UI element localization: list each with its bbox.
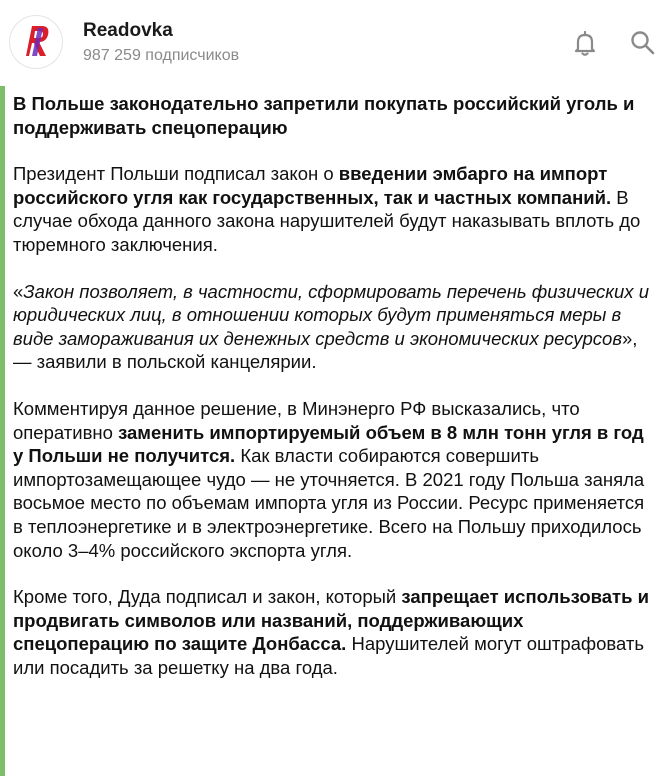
post-text: В случае обхода данного закона нарушителей будут наказывать вплоть до тюремного заключения. <box>13 186 641 255</box>
post-paragraph <box>13 162 651 256</box>
readovka-logo-icon <box>10 16 62 68</box>
post-bold-text: запрещает использовать и продвигать символов или названий, поддерживающих спецоперацию по защите Донбасса. <box>13 586 649 655</box>
post-text: Кроме того, Дуда подписал и закон, который <box>13 586 402 608</box>
post-text: Президент Польши подписал закон о <box>13 163 339 185</box>
post-title: В Польше законодательно запретили покупать российский уголь и поддерживать спецоперацию <box>13 93 635 138</box>
subscriber-count: 987 259 подписчиков <box>83 47 240 64</box>
post-bold-text: введении эмбарго на импорт российского угля как государственных, так и частных компаний. <box>13 163 612 208</box>
post-text: Как власти собираются совершить импортозамещающее чудо — не уточняется. В 2021 году Польша заняла восьмое место по объемам импорта угля из России. Ресурс применяется в теплоэнергетике и в электроэнергетике. Всего на Польшу приходилось около 3–4% российского экспорта угля. <box>13 445 645 561</box>
bell-icon[interactable] <box>570 28 600 58</box>
channel-name[interactable]: Readovka <box>83 20 173 41</box>
post-text: Комментируя данное решение, в Минэнерго РФ высказались, что оперативно <box>13 397 580 443</box>
search-icon[interactable] <box>628 28 658 58</box>
post-quote-paragraph <box>13 280 651 374</box>
avatar[interactable] <box>10 16 62 68</box>
post-bold-text: заменить импортируемый объем в 8 млн тонн угля в год у Польши не получится. <box>13 421 644 467</box>
post-body <box>0 86 661 776</box>
post-paragraph <box>13 397 651 562</box>
post-paragraph <box>13 585 651 679</box>
post-text: Нарушителей могут оштрафовать или посадить за решетку на два года. <box>13 633 645 678</box>
post-italic-quote: Закон позволяет, в частности, сформировать перечень физических и юридических лиц, в отношении которых будут применяться меры в виде замораживания их денежных средств и экономических ресурсов <box>13 280 649 349</box>
post-text: », — заявили в польской канцелярии. <box>13 327 638 373</box>
channel-header <box>0 0 661 86</box>
post-text: « <box>13 280 24 302</box>
